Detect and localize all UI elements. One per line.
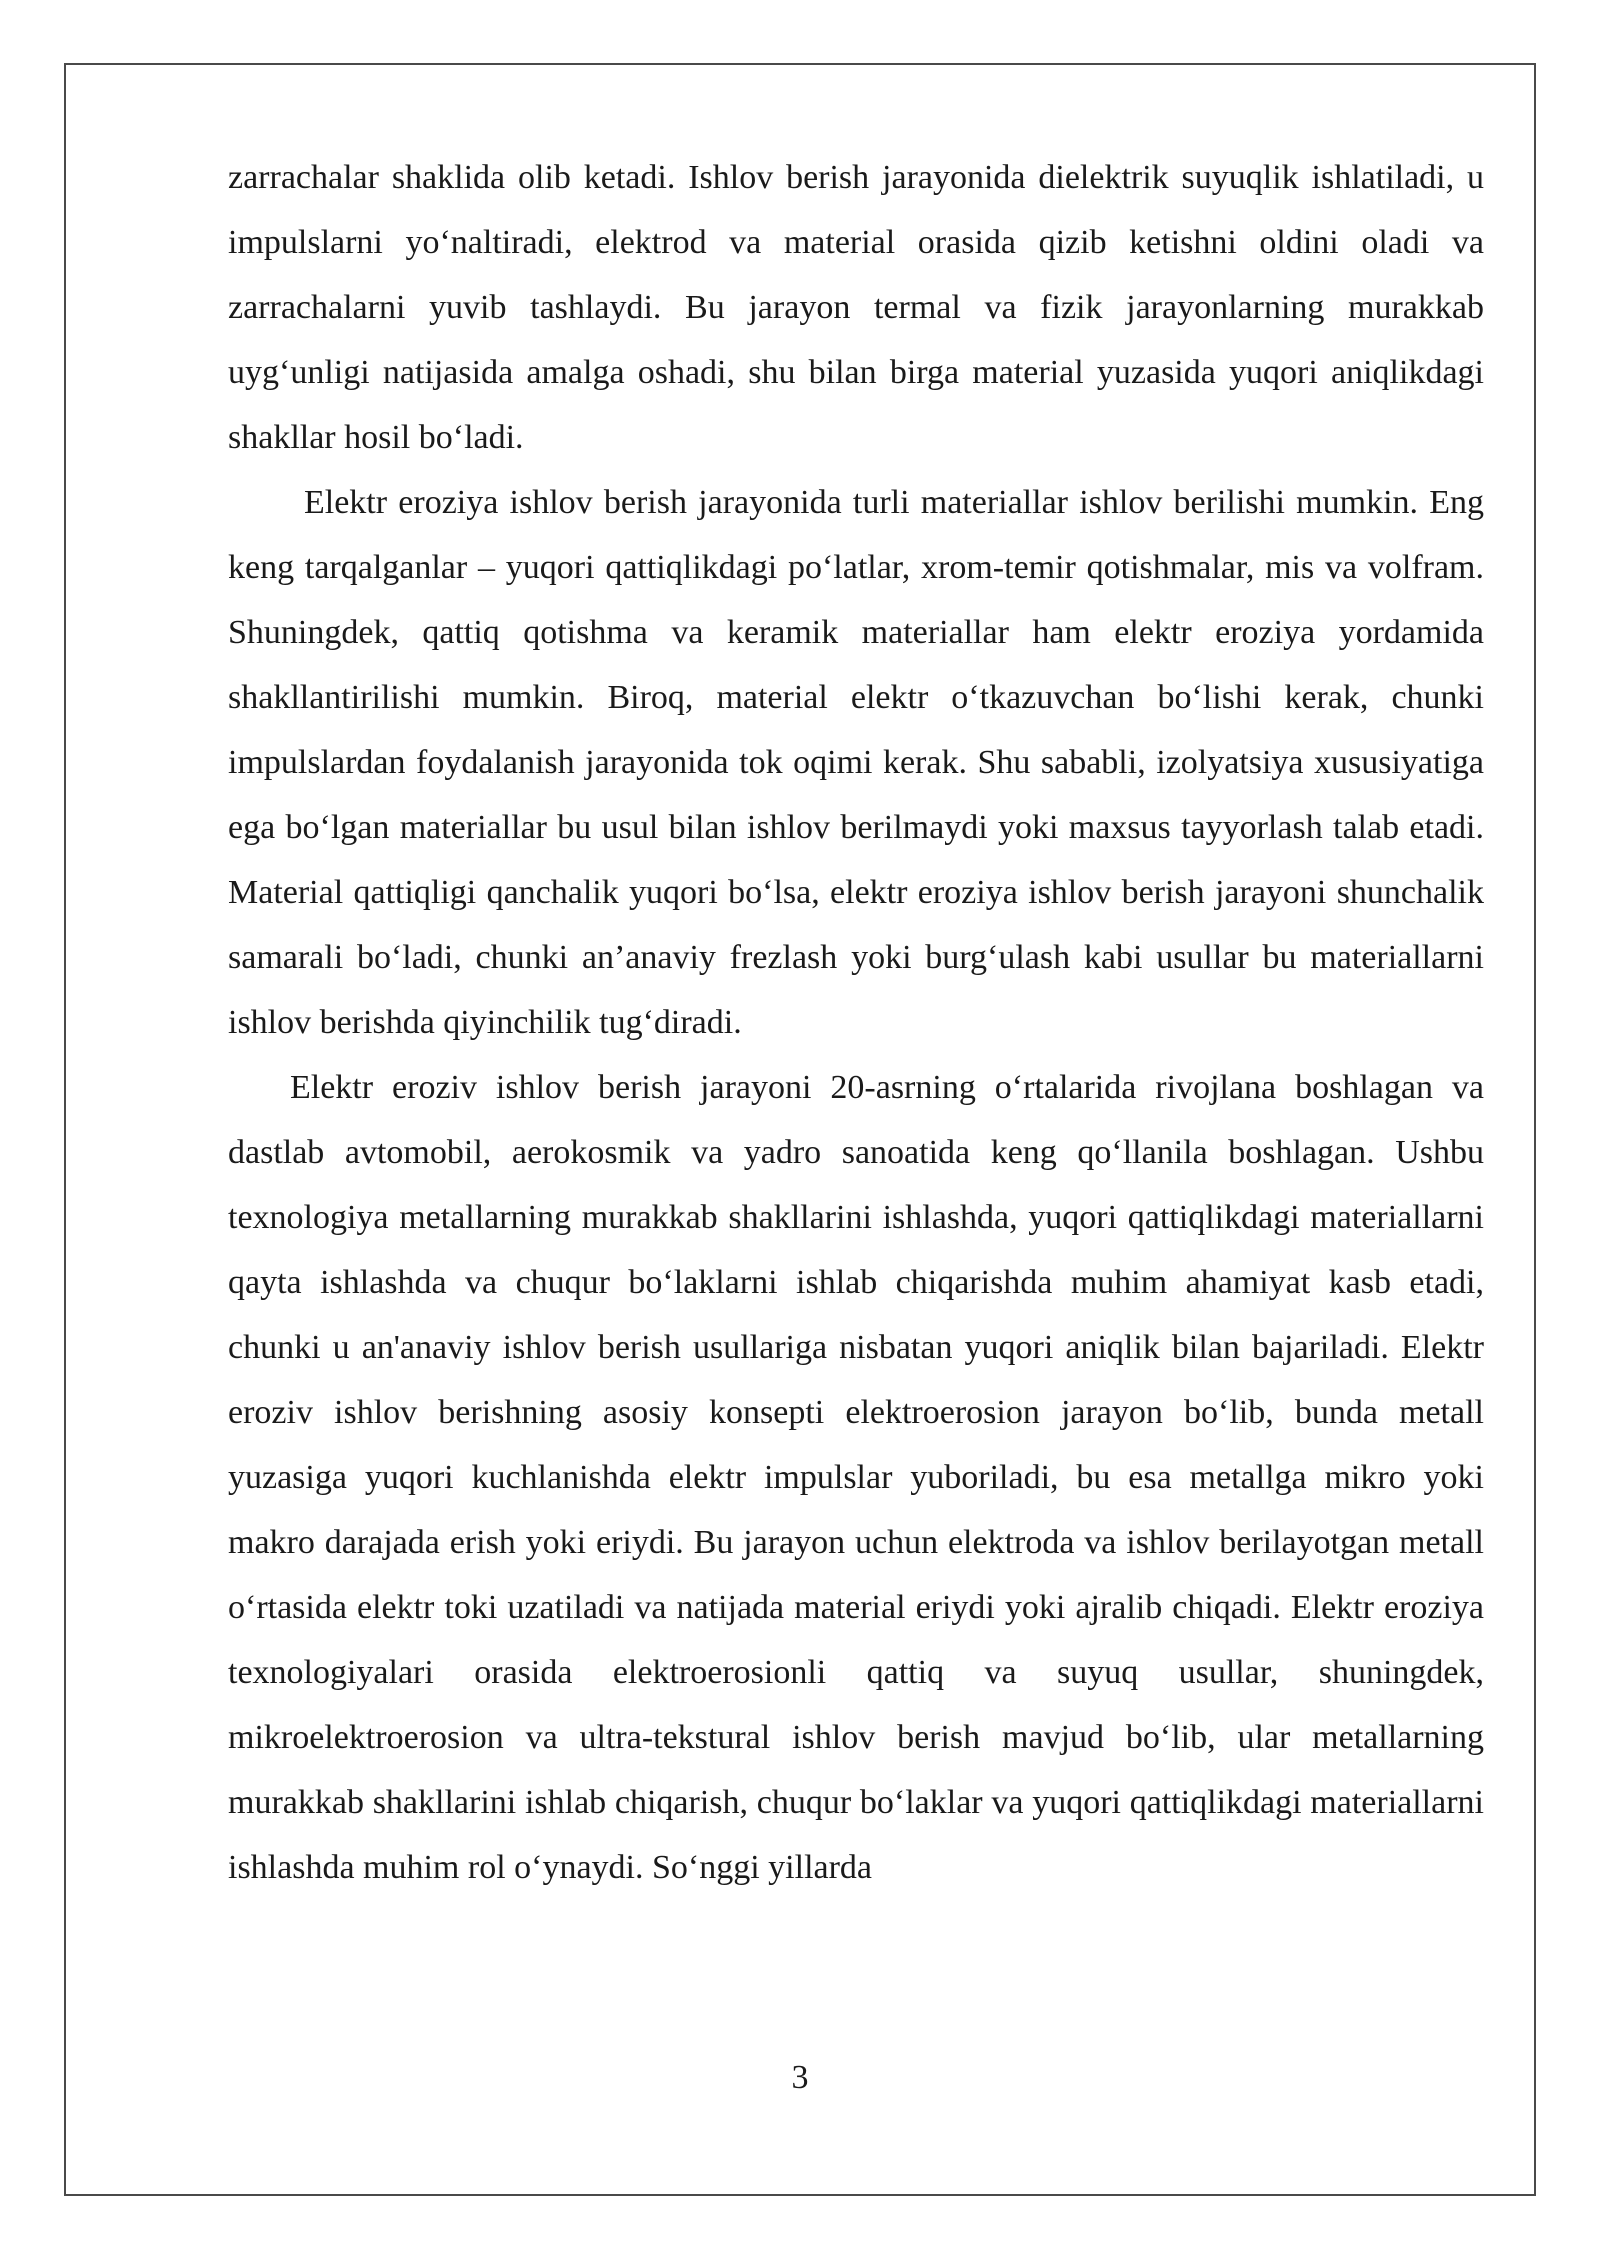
paragraph-3: Elektr eroziv ishlov berish jarayoni 20-asrning o‘rtalarida rivojlana boshlagan va dastlab avtomobil, aerokosmik va yadro sanoatida keng qo‘llanila boshlagan. Ushbu texnologiya metallarning murakkab shakllarini ishlashda, yuqori qattiqlikdagi materiallarni qayta ishlashda va chuqur bo‘laklarni ishlab chiqarishda muhim ahamiyat kasb etadi, chunki u an'anaviy ishlov berish usullariga nisbatan yuqori aniqlik bilan bajariladi. Elektr eroziv ishlov berishning asosiy konsepti elektroerosion jarayon bo‘lib, bunda metall yuzasiga yuqori kuchlanishda elektr impulslar yuboriladi, bu esa metallga mikro yoki makro darajada erish yoki eriydi. Bu jarayon uchun elektroda va ishlov berilayotgan metall o‘rtasida elektr toki uzatiladi va natijada material eriydi yoki ajralib chiqadi. Elektr eroziya texnologiyalari orasida elektroerosionli qattiq va suyuq usullar, shuningdek, mikroelektroerosion va ultra-tekstural ishlov berish mavjud bo‘lib, ular metallarning murakkab shakllarini ishlab chiqarish, chuqur bo‘laklar va yuqori qattiqlikdagi materiallarni ishlashda muhim rol o‘ynaydi. So‘nggi yillarda [228, 1069, 1484, 1886]
page-number: 3 [791, 2059, 809, 2096]
document-body [228, 145, 1484, 1900]
paragraph-1: zarrachalar shaklida olib ketadi. Ishlov berish jarayonida dielektrik suyuqlik ishlatiladi, u impulslarni yo‘naltiradi, elektrod va material orasida qizib ketishni oldini oladi va zarrachalarni yuvib tashlaydi. Bu jarayon termal va fizik jarayonlarning murakkab uyg‘unligi natijasida amalga oshadi, shu bilan birga material yuzasida yuqori aniqlikdagi shakllar hosil bo‘ladi. [228, 159, 1484, 456]
paragraph-2: Elektr eroziya ishlov berish jarayonida turli materiallar ishlov berilishi mumkin. Eng keng tarqalganlar – yuqori qattiqlikdagi po‘latlar, xrom-temir qotishmalar, mis va volfram. Shuningdek, qattiq qotishma va keramik materiallar ham elektr eroziya yordamida shakllantirilishi mumkin. Biroq, material elektr o‘tkazuvchan bo‘lishi kerak, chunki impulslardan foydalanish jarayonida tok oqimi kerak. Shu sababli, izolyatsiya xususiyatiga ega bo‘lgan materiallar bu usul bilan ishlov berilmaydi yoki maxsus tayyorlash talab etadi. Material qattiqligi qanchalik yuqori bo‘lsa, elektr eroziya ishlov berish jarayoni shunchalik samarali bo‘ladi, chunki an’anaviy frezlash yoki burg‘ulash kabi usullar bu materiallarni ishlov berishda qiyinchilik tug‘diradi. [228, 484, 1484, 1041]
